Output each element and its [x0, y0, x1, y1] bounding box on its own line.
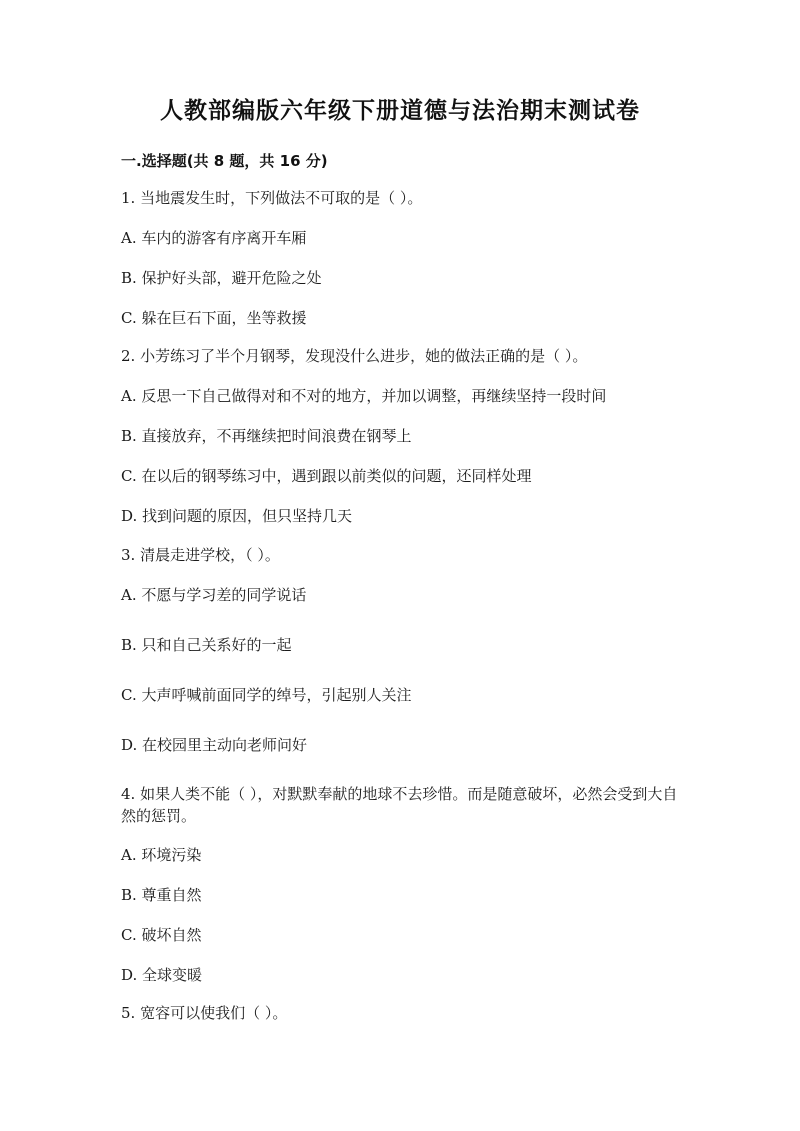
question-3-option-d: D. 在校园里主动向老师问好	[121, 736, 308, 754]
question-2-option-d: D. 找到问题的原因，但只坚持几天	[121, 507, 353, 525]
question-2-option-a: A. 反思一下自己做得对和不对的地方，并加以调整，再继续坚持一段时间	[121, 387, 607, 405]
question-1-option-b: B. 保护好头部，避开危险之处	[121, 269, 322, 287]
question-3-stem: 3. 清晨走进学校，（ ）。	[121, 546, 280, 564]
question-3-option-c: C. 大声呼喊前面同学的绰号，引起别人关注	[121, 686, 412, 704]
question-2-option-b: B. 直接放弃，不再继续把时间浪费在钢琴上	[121, 427, 412, 445]
question-2-option-c: C. 在以后的钢琴练习中，遇到跟以前类似的问题，还同样处理	[121, 467, 532, 485]
question-4-option-d: D. 全球变暖	[121, 966, 203, 984]
question-4-option-a: A. 环境污染	[121, 846, 202, 864]
question-4-option-b: B. 尊重自然	[121, 886, 202, 904]
question-1-option-a: A. 车内的游客有序离开车厢	[121, 229, 307, 247]
question-2-stem: 2. 小芳练习了半个月钢琴，发现没什么进步，她的做法正确的是（ ）。	[121, 347, 588, 365]
page-title: 人教部编版六年级下册道德与法治期末测试卷	[160, 98, 640, 124]
section-heading: 一.选择题(共 8 题，共 16 分)	[121, 152, 328, 170]
question-1-stem: 1. 当地震发生时，下列做法不可取的是（ ）。	[121, 189, 423, 207]
question-3-option-b: B. 只和自己关系好的一起	[121, 636, 292, 654]
question-3-option-a: A. 不愿与学习差的同学说话	[121, 586, 307, 604]
question-4-option-c: C. 破坏自然	[121, 926, 202, 944]
question-4-stem: 4. 如果人类不能（ ），对默默奉献的地球不去珍惜。而是随意破坏，必然会受到大自然的惩罚。	[121, 785, 678, 825]
question-1-option-c: C. 躲在巨石下面，坐等救援	[121, 309, 307, 327]
question-5-stem: 5. 宽容可以使我们（ ）。	[121, 1004, 288, 1022]
